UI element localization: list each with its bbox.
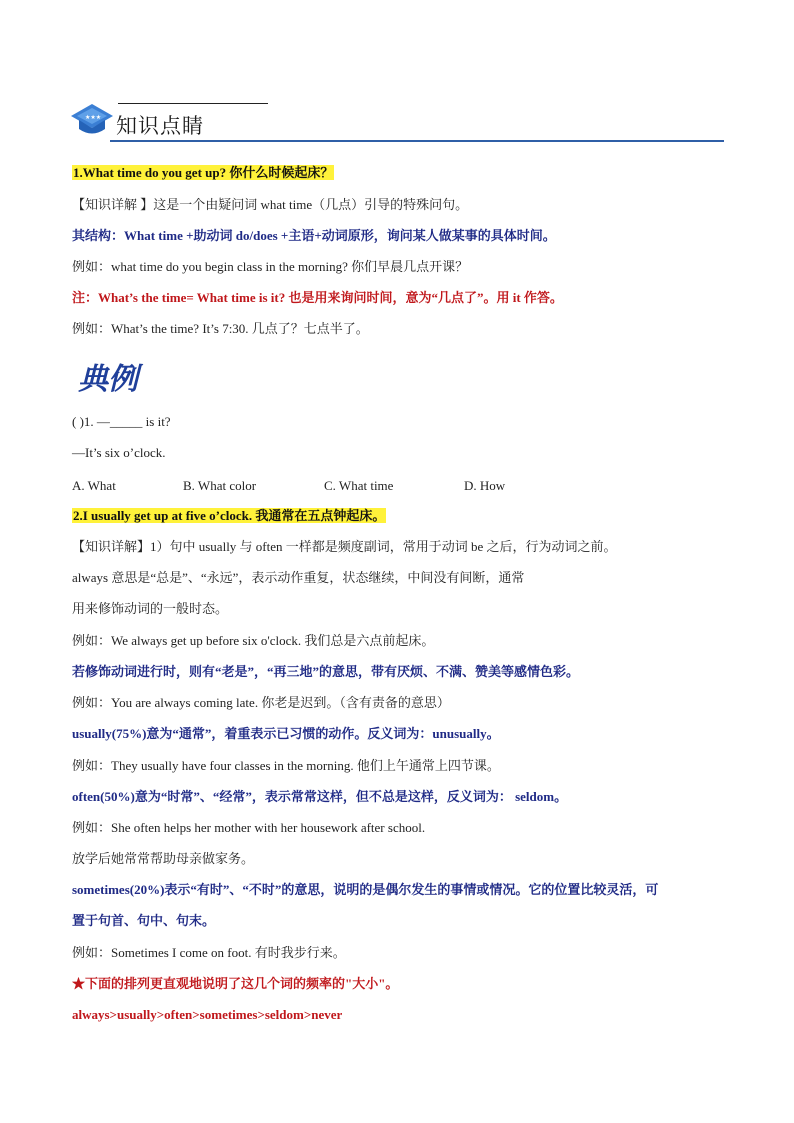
exercise-answer: —It’s six o’clock. <box>72 445 166 460</box>
section-header <box>70 100 724 148</box>
s2-example-always: 例如：We always get up before six o'clock. 我们总是六点前起床。 <box>72 633 435 648</box>
exercise-option-d: D. How <box>464 478 506 493</box>
exercise-question: ( )1. —_____ is it? <box>72 414 171 429</box>
example-logo-text: 典例 <box>78 362 138 397</box>
exercise-option-c: C. What time <box>324 478 394 493</box>
s2-frequency-order: always>usually>often>sometimes>seldom>never <box>72 1007 343 1022</box>
s2-sometimes-1: sometimes(20%)表示“有时”、“不时”的意思，说明的是偶尔发生的事情或情况。它的位置比较灵活，可 <box>72 882 659 897</box>
s2-example-usually: 例如：They usually have four classes in the morning. 他们上午通常上四节课。 <box>72 758 500 773</box>
svg-text:★★★: ★★★ <box>85 114 102 121</box>
s2-example-often-1: 例如：She often helps her mother with her housework after school. <box>72 820 426 835</box>
s2-example-progressive: 例如：You are always coming late. 你老是迟到。（含有责备的意思） <box>72 695 450 710</box>
s2-often: often(50%)意为“时常”、“经常”，表示常常这样，但不总是这样，反义词为： seldom。 <box>72 789 568 804</box>
s2-always-1: always 意思是“总是”、“永远”，表示动作重复，状态继续，中间没有间断，通常 <box>72 570 525 585</box>
header-title: 知识点睛 <box>116 114 204 138</box>
s1-note: 注：What’s the time= What time is it? 也是用来询问时间，意为“几点了”。用 it 作答。 <box>72 290 563 305</box>
s2-sometimes-2: 置于句首、句中、句末。 <box>72 913 216 928</box>
s1-example2: 例如：What’s the time? It’s 7:30. 几点了？七点半了。 <box>72 321 369 336</box>
s1-explain: 【知识详解 】这是一个由疑问词 what time（几点）引导的特殊问句。 <box>72 197 469 212</box>
s2-example-often-2: 放学后她常常帮助母亲做家务。 <box>72 851 255 866</box>
exercise-option-b: B. What color <box>183 478 257 493</box>
example-logo-icon <box>76 357 152 397</box>
s2-heading: 2.I usually get up at five o’clock. 我通常在五点钟起床。 <box>73 508 386 523</box>
graduation-cap-icon <box>70 102 114 140</box>
s1-structure: 其结构：What time +助动词 do/does +主语+动词原形，询问某人做某事的具体时间。 <box>72 228 556 243</box>
s2-explain: 【知识详解】1）句中 usually 与 often 一样都是频度副词，常用于动词 be 之后，行为动词之前。 <box>72 539 617 554</box>
s2-star-note: ★下面的排列更直观地说明了这几个词的频率的"大小"。 <box>72 976 399 991</box>
s2-example-sometimes: 例如：Sometimes I come on foot. 有时我步行来。 <box>72 945 346 960</box>
s2-always-2: 用来修饰动词的一般时态。 <box>72 601 229 616</box>
header-top-line <box>118 103 268 104</box>
exercise-option-a: A. What <box>72 478 116 493</box>
s2-progressive: 若修饰动词进行时，则有“老是”，“再三地”的意思，带有厌烦、不满、赞美等感情色彩。 <box>72 664 580 679</box>
s2-usually: usually(75%)意为“通常”，着重表示已习惯的动作。反义词为：unusually。 <box>72 726 500 741</box>
header-rule <box>110 140 724 142</box>
s1-heading: 1.What time do you get up? 你什么时候起床？ <box>73 165 334 180</box>
s1-example1: 例如：what time do you begin class in the morning? 你们早晨几点开课？ <box>72 259 469 274</box>
